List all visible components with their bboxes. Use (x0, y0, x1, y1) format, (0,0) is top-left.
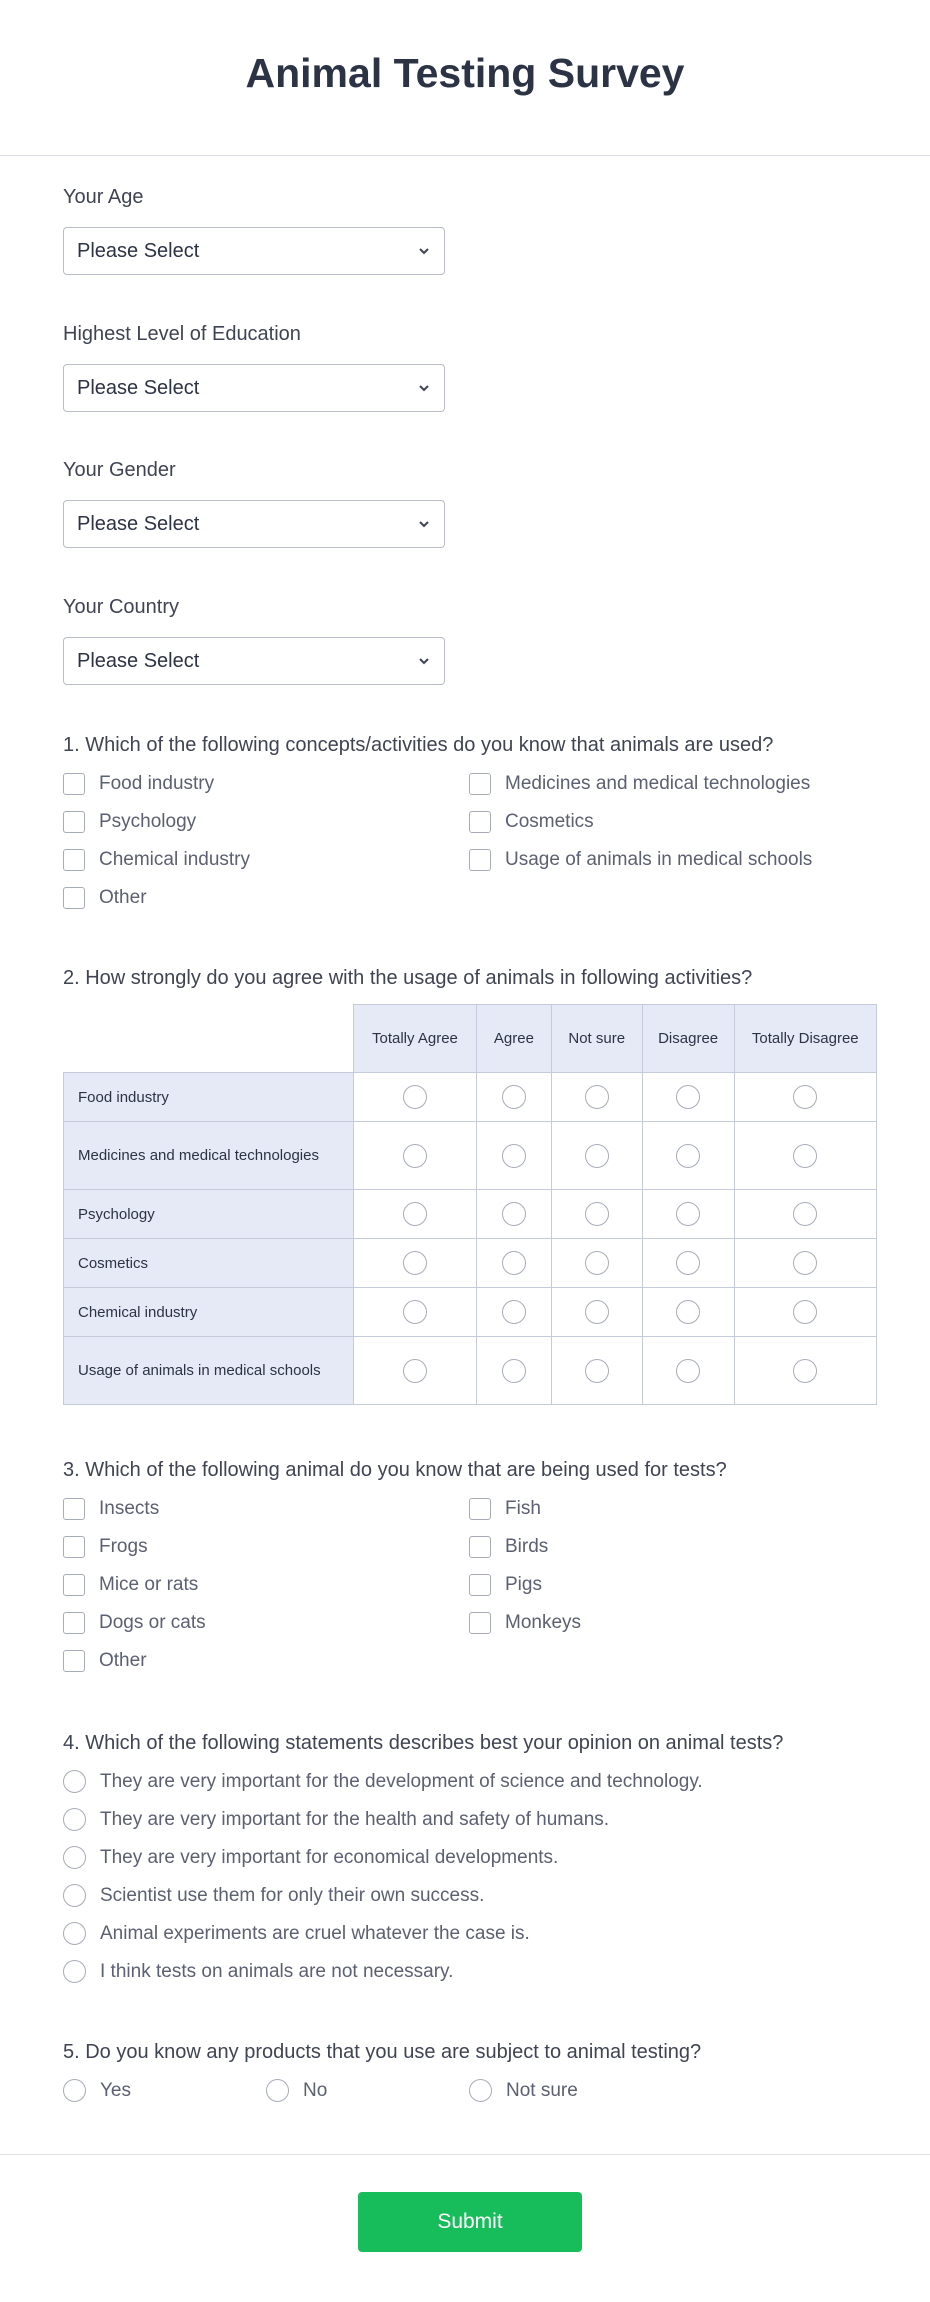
matrix-row-label: Cosmetics (64, 1239, 354, 1288)
question-5-label: 5. Do you know any products that you use are subject to animal testing? (63, 2041, 702, 2063)
question-4-label: 4. Which of the following statements describes best your opinion on animal tests? (63, 1732, 784, 1754)
matrix-radio[interactable] (502, 1359, 526, 1383)
option-label: Usage of animals in medical schools (505, 848, 813, 870)
matrix-radio[interactable] (403, 1300, 427, 1324)
chevron-down-icon (416, 243, 432, 259)
gender-field (63, 458, 445, 548)
matrix-radio[interactable] (403, 1251, 427, 1275)
q4-option[interactable] (63, 1769, 783, 1794)
question-1 (63, 733, 869, 910)
matrix-radio[interactable] (502, 1202, 526, 1226)
option-label: Fish (505, 1497, 541, 1519)
option-label: Animal experiments are cruel whatever the case is. (100, 1922, 530, 1944)
option-label: I think tests on animals are not necessary. (100, 1960, 454, 1982)
option-label: Mice or rats (99, 1573, 199, 1595)
radio[interactable] (63, 2079, 86, 2102)
education-select[interactable] (63, 364, 445, 412)
question-4 (63, 1731, 783, 1997)
option-label: Monkeys (505, 1611, 582, 1633)
matrix-row (64, 1239, 877, 1288)
option-label: Pigs (505, 1573, 542, 1595)
matrix-row-label: Usage of animals in medical schools (64, 1337, 354, 1405)
q1-option[interactable] (469, 847, 869, 872)
q5-option-no[interactable] (266, 2078, 469, 2103)
checkbox[interactable] (63, 1574, 85, 1596)
q5-option-yes[interactable] (63, 2078, 266, 2103)
age-select-value: Please Select (77, 239, 200, 262)
education-label: Highest Level of Education (63, 323, 301, 345)
page-title: Animal Testing Survey (245, 50, 685, 96)
checkbox[interactable] (63, 849, 85, 871)
radio[interactable] (63, 1884, 86, 1907)
matrix-radio[interactable] (793, 1144, 817, 1168)
q1-option[interactable] (63, 809, 469, 834)
q3-option[interactable] (63, 1648, 469, 1673)
q3-option[interactable] (469, 1610, 869, 1635)
country-select-value: Please Select (77, 649, 200, 672)
checkbox[interactable] (469, 849, 491, 871)
question-1-label: 1. Which of the following concepts/activities do you know that animals are used? (63, 734, 774, 756)
option-label: Frogs (99, 1535, 148, 1557)
checkbox[interactable] (469, 1498, 491, 1520)
question-2 (63, 966, 877, 1405)
matrix-column-header: Not sure (551, 1005, 642, 1073)
checkbox[interactable] (469, 773, 491, 795)
option-label: Cosmetics (505, 810, 594, 832)
checkbox[interactable] (63, 1536, 85, 1558)
matrix-radio[interactable] (502, 1300, 526, 1324)
matrix-radio[interactable] (793, 1251, 817, 1275)
matrix-radio[interactable] (793, 1202, 817, 1226)
matrix-radio[interactable] (585, 1144, 609, 1168)
country-label: Your Country (63, 596, 179, 618)
matrix-column-header: Agree (477, 1005, 552, 1073)
option-label: They are very important for the health and safety of humans. (100, 1808, 610, 1830)
option-label: Scientist use them for only their own success. (100, 1884, 485, 1906)
checkbox[interactable] (63, 887, 85, 909)
checkbox[interactable] (63, 773, 85, 795)
matrix-radio[interactable] (793, 1300, 817, 1324)
q3-option[interactable] (63, 1572, 469, 1597)
matrix-column-header: Totally Agree (353, 1005, 476, 1073)
radio[interactable] (63, 1770, 86, 1793)
checkbox[interactable] (469, 811, 491, 833)
checkbox[interactable] (63, 811, 85, 833)
option-label: Not sure (506, 2079, 578, 2101)
matrix-radio[interactable] (403, 1144, 427, 1168)
checkbox[interactable] (469, 1536, 491, 1558)
age-label: Your Age (63, 186, 144, 208)
agreement-matrix (63, 1004, 877, 1405)
option-label: They are very important for economical developments. (100, 1846, 559, 1868)
matrix-row (64, 1288, 877, 1337)
matrix-row (64, 1073, 877, 1122)
matrix-radio[interactable] (502, 1144, 526, 1168)
age-field (63, 185, 445, 275)
radio[interactable] (63, 1960, 86, 1983)
q1-option[interactable] (469, 771, 869, 796)
chevron-down-icon (416, 516, 432, 532)
q3-option[interactable] (469, 1534, 869, 1559)
q1-option[interactable] (469, 809, 869, 834)
matrix-radio[interactable] (403, 1202, 427, 1226)
question-3-label: 3. Which of the following animal do you know that are being used for tests? (63, 1459, 727, 1481)
submit-button[interactable]: Submit (358, 2192, 582, 2252)
matrix-radio[interactable] (676, 1359, 700, 1383)
option-label: Birds (505, 1535, 549, 1557)
q3-option[interactable] (469, 1496, 869, 1521)
q4-option[interactable] (63, 1807, 783, 1832)
matrix-radio[interactable] (403, 1085, 427, 1109)
checkbox[interactable] (63, 1498, 85, 1520)
form-footer (0, 2154, 930, 2302)
checkbox[interactable] (469, 1612, 491, 1634)
option-label: Chemical industry (99, 848, 250, 870)
option-label: Dogs or cats (99, 1611, 206, 1633)
country-select[interactable] (63, 637, 445, 685)
gender-label: Your Gender (63, 459, 176, 481)
education-select-value: Please Select (77, 376, 200, 399)
matrix-row (64, 1122, 877, 1190)
option-label: Psychology (99, 810, 197, 832)
checkbox[interactable] (63, 1612, 85, 1634)
checkbox[interactable] (63, 1650, 85, 1672)
matrix-radio[interactable] (585, 1359, 609, 1383)
education-field (63, 322, 445, 412)
radio[interactable] (469, 2079, 492, 2102)
q1-option[interactable] (63, 885, 469, 910)
option-label: No (303, 2079, 328, 2101)
radio[interactable] (63, 1922, 86, 1945)
matrix-column-header: Totally Disagree (734, 1005, 876, 1073)
question-3 (63, 1458, 869, 1673)
matrix-radio[interactable] (793, 1359, 817, 1383)
chevron-down-icon (416, 653, 432, 669)
radio[interactable] (63, 1808, 86, 1831)
matrix-row-label: Chemical industry (64, 1288, 354, 1337)
q1-option[interactable] (63, 771, 469, 796)
q3-option[interactable] (63, 1496, 469, 1521)
matrix-radio[interactable] (676, 1251, 700, 1275)
matrix-radio[interactable] (585, 1085, 609, 1109)
matrix-corner (64, 1005, 354, 1073)
q4-option[interactable] (63, 1845, 783, 1870)
q4-option[interactable] (63, 1921, 783, 1946)
gender-select-value: Please Select (77, 512, 200, 535)
matrix-row (64, 1190, 877, 1239)
option-label: Insects (99, 1497, 160, 1519)
matrix-radio[interactable] (676, 1085, 700, 1109)
radio[interactable] (266, 2079, 289, 2102)
q5-option-not-sure[interactable] (469, 2078, 578, 2103)
matrix-row-label: Psychology (64, 1190, 354, 1239)
q4-option[interactable] (63, 1959, 783, 1984)
matrix-radio[interactable] (676, 1300, 700, 1324)
gender-select[interactable] (63, 500, 445, 548)
matrix-radio[interactable] (585, 1202, 609, 1226)
matrix-radio[interactable] (585, 1300, 609, 1324)
country-field (63, 595, 445, 685)
matrix-radio[interactable] (676, 1144, 700, 1168)
option-label: Food industry (99, 772, 215, 794)
option-label: Medicines and medical technologies (505, 772, 811, 794)
question-2-label: 2. How strongly do you agree with the usage of animals in following activities? (63, 967, 753, 989)
option-label: Other (99, 886, 147, 908)
option-label: They are very important for the development of science and technology. (100, 1770, 703, 1792)
matrix-row-label: Medicines and medical technologies (64, 1122, 354, 1190)
matrix-radio[interactable] (585, 1251, 609, 1275)
matrix-row (64, 1337, 877, 1405)
option-label: Yes (100, 2079, 131, 2101)
age-select[interactable] (63, 227, 445, 275)
q1-option[interactable] (63, 847, 469, 872)
matrix-radio[interactable] (676, 1202, 700, 1226)
checkbox[interactable] (469, 1574, 491, 1596)
q3-option[interactable] (63, 1610, 469, 1635)
option-label: Other (99, 1649, 147, 1671)
q3-option[interactable] (469, 1572, 869, 1597)
matrix-column-header: Disagree (642, 1005, 734, 1073)
form-header (0, 0, 930, 156)
question-5 (63, 2040, 701, 2103)
matrix-radio[interactable] (403, 1359, 427, 1383)
radio[interactable] (63, 1846, 86, 1869)
matrix-radio[interactable] (793, 1085, 817, 1109)
q4-option[interactable] (63, 1883, 783, 1908)
q3-option[interactable] (63, 1534, 469, 1559)
matrix-row-label: Food industry (64, 1073, 354, 1122)
chevron-down-icon (416, 380, 432, 396)
matrix-radio[interactable] (502, 1085, 526, 1109)
matrix-radio[interactable] (502, 1251, 526, 1275)
